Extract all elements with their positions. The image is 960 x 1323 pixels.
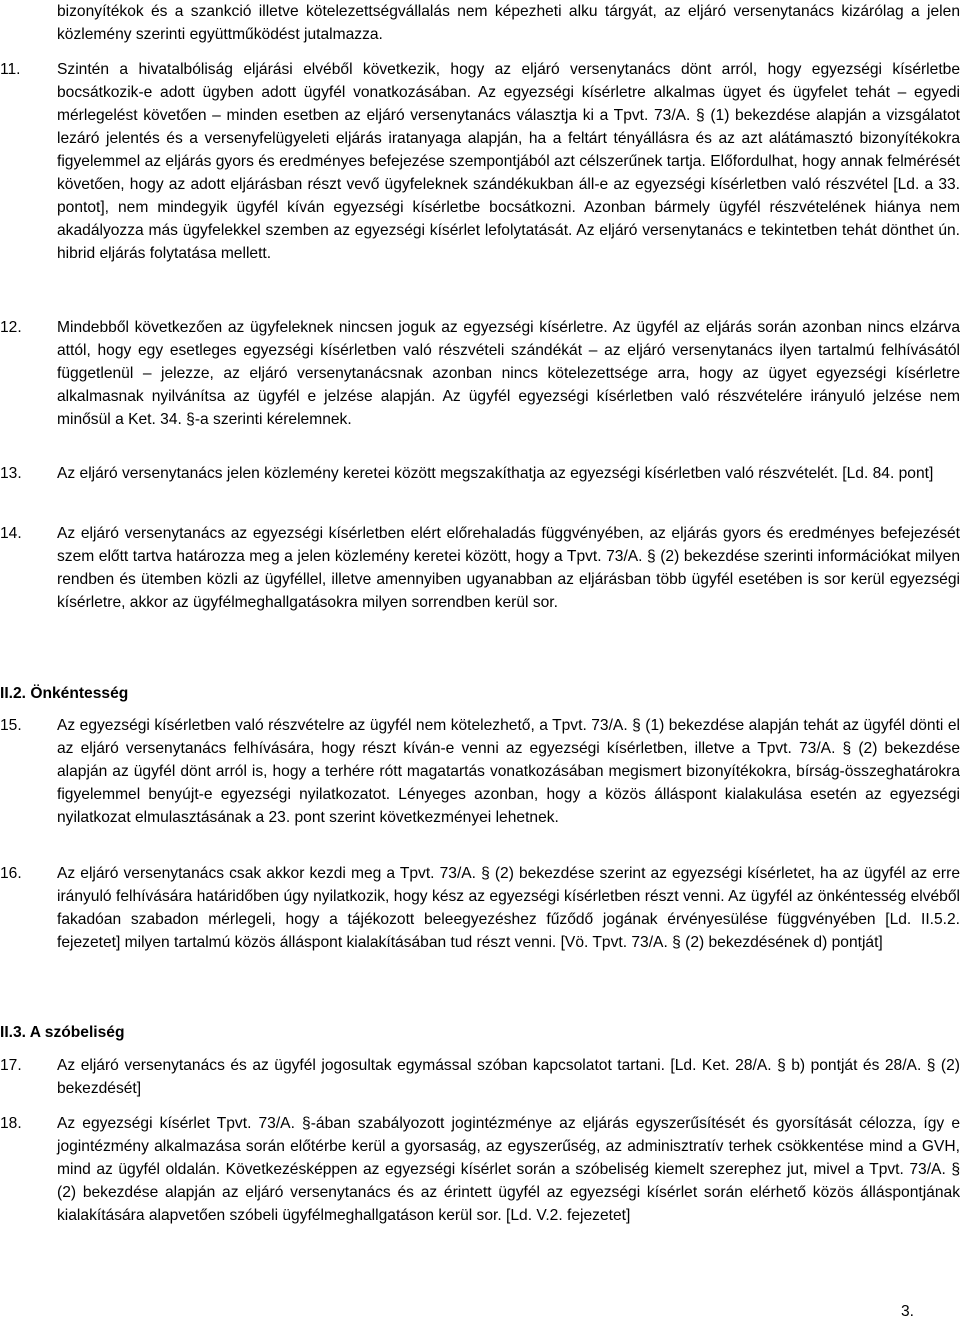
item-number: 17. <box>0 1057 22 1074</box>
item-number: 13. <box>0 465 22 482</box>
item-number: 11. <box>0 61 21 78</box>
item-number: 16. <box>0 865 22 882</box>
item-number: 15. <box>0 717 22 734</box>
item-text: Szintén a hivatalbóliság eljárási elvéből következik, hogy az eljáró versenytanács dönt arról, hogy egyezségi kísérletbe bocsátkozik-e adott ügyben adott ügyfél vonatkozásában. Az egyezségi kísérletre alkalmas ügyet és ügyfelet tehát – egyedi mérlegelést követően – minden esetben az eljáró versenytanács választja ki a Tpvt. 73/A. § (1) bekezdése alapján a vizsgálatot lezáró jelentés és a versenyfelügyeleti eljárás iratanyaga alapján, ha a feltárt tényállásra és az azt alátámasztó bizonyítékokra figyelemmel az eljárás gyors és eredményes befejezése szempontjából azt célszerűnek tartja. Előfordulhat, hogy annak felmérését követően, hogy az adott eljárásban részt vevő ügyfeleknek szándékukban áll-e az egyezségi kísérletben való részvétel [Ld. a 33. pontot], nem mindegyik ügyfél kíván egyezségi kísérletbe bocsátkozni. Azonban bármely ügyfél részvételének hiánya nem akadályozza más ügyfelekkel szemben az egyezségi kísérlet lefolytatását. Az eljáró versenytanács e tekintetben tehát dönthet ún. hibrid eljárás folytatása mellett. <box>57 61 960 262</box>
section-heading-2-3: II.3. A szóbeliség <box>0 1024 125 1041</box>
item-text: Az eljáró versenytanács jelen közlemény keretei között megszakíthatja az egyezségi kísérletben való részvételét. [Ld. 84. pont] <box>57 465 934 482</box>
item-text: Az eljáró versenytanács az egyezségi kísérletben elért előrehaladás függvényében, az eljárás gyors és eredményes befejezését szem előtt tartva határozza meg a jelen közlemény keretei között, hogy a Tpvt. 73/A. § (2) bekezdése szerinti információkat milyen rendben és ütemben közli az ügyféllel, illetve amennyiben ugyanabban az eljárásban több ügyfél esetében is sor kerül egyezségi kísérletre, akkor az ügyfélmeghallgatásokra milyen sorrendben kerül sor. <box>57 525 960 611</box>
section-heading-2-2: II.2. Önkéntesség <box>0 685 129 702</box>
page-number: 3. <box>901 1303 915 1320</box>
item-number: 12. <box>0 319 22 336</box>
item-number: 14. <box>0 525 22 542</box>
item-number: 18. <box>0 1115 22 1132</box>
item-text: Az eljáró versenytanács csak akkor kezdi meg a Tpvt. 73/A. § (2) bekezdése szerint az egyezségi kísérletet, ha az ügyfél az erre irányuló felhívására határidőben úgy nyilatkozik, hogy kész az egyezségi kísérletben részt venni. Az ügyfél az önkéntesség elvéből fakadóan szabadon mérlegeli, hogy a tájékozott beleegyezéshez fűződő jogának érvényesülése függvényében [Ld. II.5.2. fejezetet] milyen tartalmú közös álláspont kialakításában tud részt venni. [Vö. Tpvt. 73/A. § (2) bekezdésének d) pontját] <box>57 865 960 951</box>
item-text: Az egyezségi kísérletben való részvételre az ügyfél nem kötelezhető, a Tpvt. 73/A. § (1) bekezdése alapján tehát az ügyfél dönti el az eljáró versenytanács felhívására, hogy részt kíván-e venni az egyezségi kísérletben, illetve a Tpvt. 73/A. § (2) bekezdése alapján az ügyfél dönt arról is, hogy a terhére rótt magatartás vonatkozásában megismert bizonyítékokra, bírság-összeghatárokra figyelemmel benyújt-e egyezségi nyilatkozatot. Lényeges azonban, hogy a közös álláspont kialakulása esetén az egyezségi nyilatkozat elmulasztásának a 23. pont szerint következményei lehetnek. <box>57 717 960 826</box>
item-text: Az egyezségi kísérlet Tpvt. 73/A. §-ában szabályozott jogintézménye az eljárás egyszerűsítését és gyorsítását célozza, így e jogintézmény alkalmazása során előtérbe kerül a gyorsaság, az egyszerűség, az adminisztratív terhek csökkentése mind a GVH, mind az ügyfél oldalán. Következésképpen az egyezségi kísérlet során a szóbeliség kiemelt szerephez jut, mivel a Tpvt. 73/A. § (2) bekezdése alapján az eljáró versenytanács és az érintett ügyfél az egyezségi kísérlet során elérhető közös álláspontjának kialakítására alapvetően szóbeli ügyfélmeghallgatáson kerül sor. [Ld. V.2. fejezetet] <box>57 1115 960 1224</box>
intro-paragraph: bizonyítékok és a szankció illetve kötelezettségvállalás nem képezheti alku tárgyát, az eljáró versenytanács kizárólag a jelen közlemény szerinti együttműködést jutalmazza. <box>57 3 960 43</box>
item-text: Az eljáró versenytanács és az ügyfél jogosultak egymással szóban kapcsolatot tartani. [Ld. Ket. 28/A. § b) pontját és 28/A. § (2) bekezdését] <box>57 1057 960 1097</box>
item-text: Mindebből következően az ügyfeleknek nincsen joguk az egyezségi kísérletre. Az ügyfél az eljárás során azonban nincs elzárva attól, hogy egy esetleges egyezségi kísérletben való részvételi szándékát – az eljáró versenytanács ilyen tartalmú felhívásától függetlenül – jelezze, az eljáró versenytanácsnak azonban nincs kötelezettsége arra, hogy az ügyet egyezségi kísérletre alkalmasnak nyilvánítsa az ügyfél e jelzése alapján. Az ügyfél egyezségi kísérletben való részvételére irányuló jelzése nem minősül a Ket. 34. §-a szerinti kérelemnek. <box>57 319 960 428</box>
